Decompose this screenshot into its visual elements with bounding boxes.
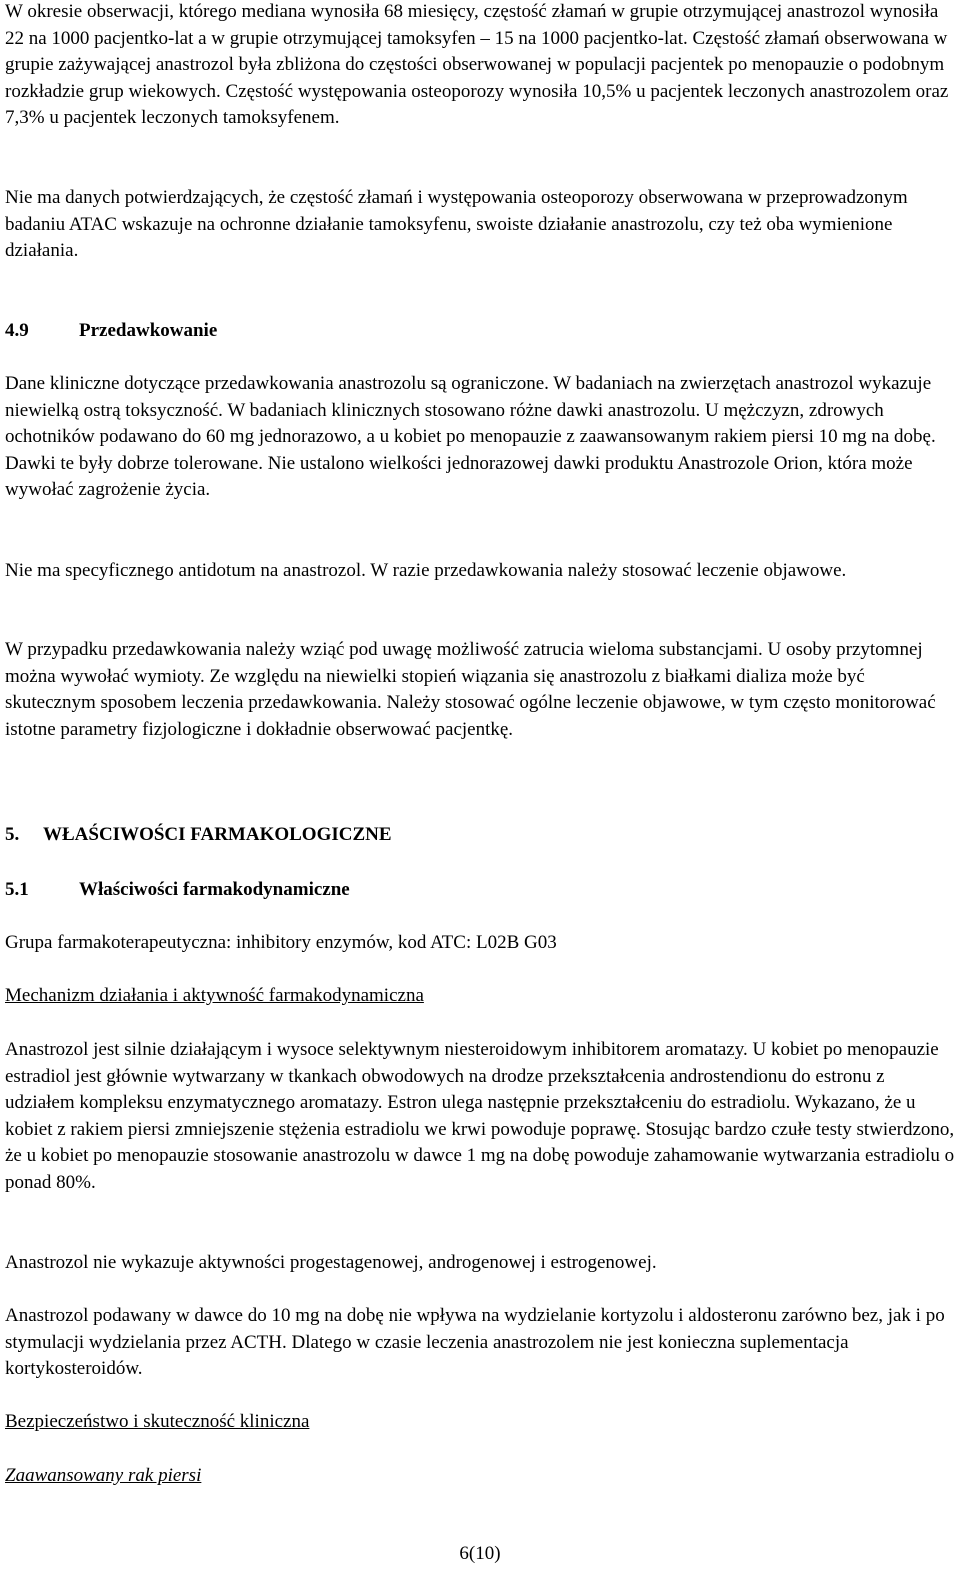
page-number: 6(10) (459, 1543, 501, 1564)
paragraph-overdose-clinical-data: Dane kliniczne dotyczące przedawkowania anastrozolu są ograniczone. W badaniach na zwierzętach anastrozol wykazuje niewielką ostrą toksyczność. W badaniach klinicznych stosowano różne dawki anastrozolu. U mężczyzn, zdrowych ochotników podawano do 60 mg jednorazowo, a u kobiet po menopauzie z zaawansowanym rakiem piersi 10 mg na dobę. Dawki te były dobrze tolerowane. Nie ustalono wielkości jednorazowej dawki produktu Anastrozole Orion, która może wywołać zagrożenie życia. (5, 373, 936, 501)
subheading-advanced-breast-cancer: Zaawansowany rak piersi (5, 1465, 202, 1486)
section-number: 5. (5, 824, 20, 845)
section-title: Przedawkowanie (79, 320, 218, 341)
paragraph-fracture-rate: W okresie obserwacji, którego mediana wynosiła 68 miesięcy, częstość złamań w grupie otrzymującej anastrozol wynosiła 22 na 1000 pacjentko-lat a w grupie otrzymującej tamoksyfen – 15 na 1000 pacjentko-lat. Częstość złamań obserwowana w grupie zażywającej anastrozol była zbliżona do częstości obserwowanej w populacji pacjentek po menopauzie o podobnym rozkładzie grup wiekowych. Częstość występowania osteoporozy wynosiła 10,5% u pacjentek leczonych anastrozolem oraz 7,3% u pacjentek leczonych tamoksyfenem. (5, 1, 949, 129)
section-heading-4-9 (5, 318, 955, 344)
paragraph-mechanism-description: Anastrozol jest silnie działającym i wysoce selektywnym niesteroidowym inhibitorem aromatazy. U kobiet po menopauzie estradiol jest głównie wytwarzany w tkankach obwodowych na drodze przekształcenia androstendionu do estronu z udziałem kompleksu enzymatycznego aromatazy. Estron ulega następnie przekształceniu do estradiolu. Wykazano, że u kobiet z rakiem piersi zmniejszenie stężenia estradiolu we krwi powoduje poprawę. Stosując bardzo czułe testy stwierdzono, że u kobiet po menopauzie stosowanie anastrozolu w dawce 1 mg na dobę powoduje zahamowanie wytwarzania estradiolu o ponad 80%. (5, 1039, 955, 1193)
section-title: Właściwości farmakodynamiczne (79, 879, 350, 900)
paragraph-overdose-management: W przypadku przedawkowania należy wziąć pod uwagę możliwość zatrucia wieloma substancjami. U osoby przytomnej można wywołać wymioty. Ze względu na niewielki stopień wiązania się anastrozolu z białkami dializa może być skutecznym sposobem leczenia przedawkowania. Należy stosować ogólne leczenie objawowe, w tym często monitorować istotne parametry fizjologiczne i dokładnie obserwować pacjentkę. (5, 639, 936, 740)
subheading-safety-efficacy: Bezpieczeństwo i skuteczność kliniczna (5, 1411, 310, 1432)
paragraph-osteoporosis-data: Nie ma danych potwierdzających, że częstość złamań i występowania osteoporozy obserwowana w przeprowadzonym badaniu ATAC wskazuje na ochronne działanie tamoksyfenu, swoiste działanie anastrozolu, czy też oba wymienione działania. (5, 187, 908, 262)
paragraph-antidote: Nie ma specyficznego antidotum na anastrozol. W razie przedawkowania należy stosować leczenie objawowe. (5, 560, 847, 581)
paragraph-cortisol-aldosterone: Anastrozol podawany w dawce do 10 mg na dobę nie wpływa na wydzielanie kortyzolu i aldosteronu zarówno bez, jak i po stymulacji wydzielania przez ACTH. Dlatego w czasie leczenia anastrozolem nie jest konieczna suplementacja kortykosteroidów. (5, 1305, 945, 1380)
section-heading-5 (5, 822, 955, 848)
paragraph-pharmacotherapeutic-group: Grupa farmakoterapeutyczna: inhibitory enzymów, kod ATC: L02B G03 (5, 932, 557, 953)
section-number: 5.1 (5, 879, 29, 900)
section-number: 4.9 (5, 320, 29, 341)
section-heading-5-1 (5, 877, 955, 903)
section-title: WŁAŚCIWOŚCI FARMAKOLOGICZNE (43, 824, 392, 845)
paragraph-hormonal-activity: Anastrozol nie wykazuje aktywności progestagenowej, androgenowej i estrogenowej. (5, 1252, 657, 1273)
subheading-mechanism: Mechanizm działania i aktywność farmakodynamiczna (5, 985, 424, 1006)
